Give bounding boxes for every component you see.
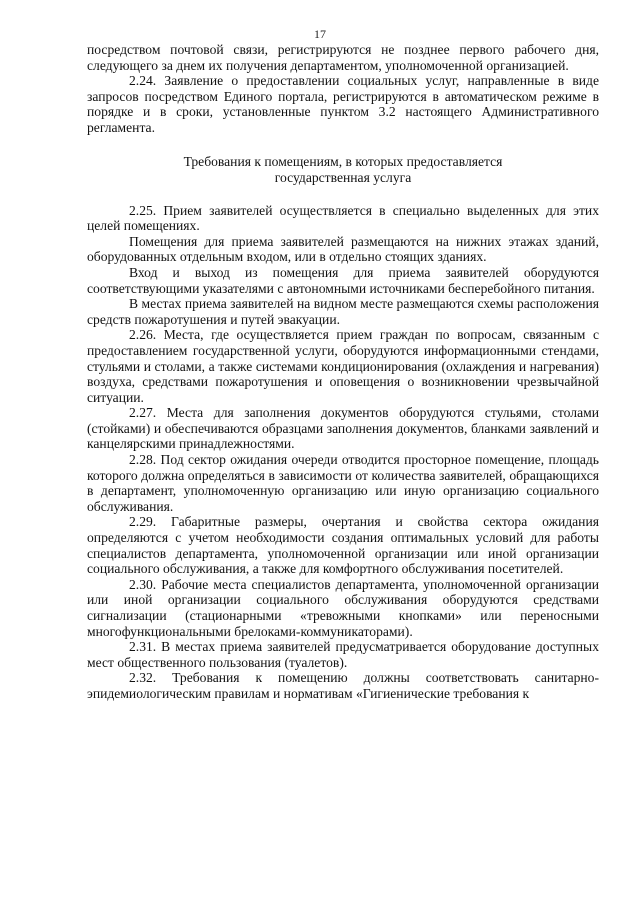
paragraph-2-25: 2.25. Прием заявителей осуществляется в специально выделенных для этих целей помещениях.	[87, 202, 599, 234]
paragraph-2-31: 2.31. В местах приема заявителей предусматривается оборудование доступных мест общественного пользования (туалетов).	[87, 639, 599, 670]
page-number: 17	[314, 27, 326, 41]
paragraph-2-30: 2.30. Рабочие места специалистов департамента, уполномоченной организации или иной организации социального обслуживания оборудуются средствами сигнализации (стационарными «тревожными кнопками» или переносными многофункциональными брелоками-коммуникаторами).	[87, 576, 599, 639]
section-heading-line-2: государственная услуга	[274, 169, 412, 185]
section-heading-line-1: Требования к помещениям, в которых предоставляется	[183, 153, 503, 169]
paragraph-entrance-exit: Вход и выход из помещения для приема заявителей оборудуются соответствующими указателями с автономными источниками бесперебойного питания.	[87, 264, 599, 296]
paragraph-2-24: 2.24. Заявление о предоставлении социальных услуг, направленные в виде запросов посредством Единого портала, регистрируются в автоматическом режиме в порядке и в сроки, установленные пунктом 3.2 настоящего Административного регламента.	[87, 73, 599, 135]
paragraph-continued: посредством почтовой связи, регистрируются не позднее первого рабочего дня, следующего за днем их получения департаментом, уполномоченной организацией.	[87, 42, 599, 73]
paragraph-2-28: 2.28. Под сектор ожидания очереди отводится просторное помещение, площадь которого должна определяться в зависимости от количества заявителей, обращающихся в департамент, уполномоченную организацию или иную организацию социального обслуживания.	[87, 452, 599, 514]
paragraph-evacuation-schemes: В местах приема заявителей на видном месте размещаются схемы расположения средств пожаротушения и путей эвакуации.	[87, 296, 599, 327]
paragraph-2-32: 2.32. Требования к помещению должны соответствовать санитарно-эпидемиологическим правилам и нормативам «Гигиенические требования к	[87, 670, 599, 701]
paragraph-premises-location: Помещения для приема заявителей размещаются на нижних этажах зданий, оборудованных отдельным входом, или в отдельно стоящих зданиях.	[87, 233, 599, 265]
document-body	[87, 42, 599, 702]
section-heading	[87, 154, 599, 186]
paragraph-2-29: 2.29. Габаритные размеры, очертания и свойства сектора ожидания определяются с учетом необходимости создания оптимальных условий для работы специалистов департамента, уполномоченной организации или иной организации социального обслуживания, а также для комфортного обслуживания посетителей.	[87, 514, 599, 577]
paragraph-2-26: 2.26. Места, где осуществляется прием граждан по вопросам, связанным с предоставлением государственной услуги, оборудуются информационными стендами, стульями и столами, а также системами кондиционирования (охлаждения и нагревания) воздуха, средствами пожаротушения и оповещения о возникновении чрезвычайной ситуации.	[87, 327, 599, 405]
paragraph-2-27: 2.27. Места для заполнения документов оборудуются стульями, столами (стойками) и обеспечиваются образцами заполнения документов, бланками заявлений и канцелярскими принадлежностями.	[87, 405, 599, 452]
